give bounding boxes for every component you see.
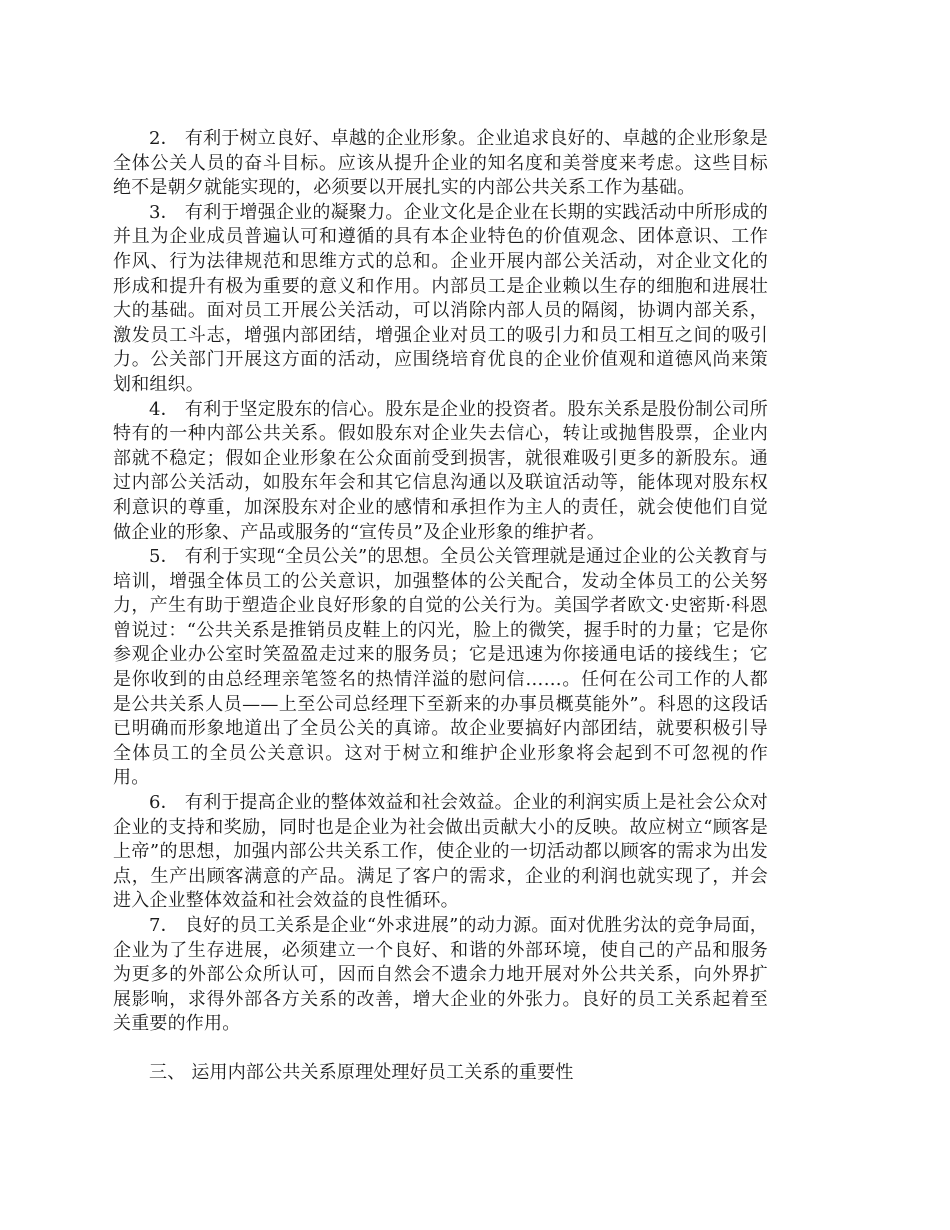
paragraph-2: 2． 有利于树立良好、卓越的企业形象。企业追求良好的、卓越的企业形象是全体公关人员的奋斗目标。应该从提升企业的知名度和美誉度来考虑。这些目标绝不是朝夕就能实现的，必须要以开展扎实的内部公共关系工作为基础。 — [113, 128, 768, 199]
section-spacer — [113, 1037, 768, 1061]
paragraph-5: 5． 有利于实现“全员公关”的思想。全员公关管理就是通过企业的公关教育与培训，增强全体员工的公关意识，加强整体的公关配合，发动全体员工的公关努力，产生有助于塑造企业良好形象的自觉的公关行为。美国学者欧文·史密斯·科恩曾说过：“公共关系是推销员皮鞋上的闪光，脸上的微笑，握手时的力量；它是你参观企业办公室时笑盈盈走过来的服务员；它是迅速为你接通电话的接线生；它是你收到的由总经理亲笔签名的热情洋溢的慰问信……。任何在公司工作的人都是公共关系人员——上至公司总经理下至新来的办事员概莫能外”。科恩的这段话已明确而形象地道出了全员公关的真谛。故企业要搞好内部团结，就要积极引导全体员工的全员公关意识。这对于树立和维护企业形象将会起到不可忽视的作用。 — [113, 546, 768, 789]
paragraph-4: 4． 有利于坚定股东的信心。股东是企业的投资者。股东关系是股份制公司所特有的一种内部公共关系。假如股东对企业失去信心，转让或抛售股票，企业内部就不稳定；假如企业形象在公众面前受到损害，就很难吸引更多的新股东。通过内部公关活动，如股东年会和其它信息沟通以及联谊活动等，能体现对股东权利意识的尊重，加深股东对企业的感情和承担作为主人的责任，就会使他们自觉做企业的形象、产品或服务的“宣传员”及企业形象的维护者。 — [113, 398, 768, 543]
document-body — [113, 127, 768, 1086]
section-heading: 三、 运用内部公共关系原理处理好员工关系的重要性 — [149, 1061, 574, 1083]
paragraph-6: 6． 有利于提高企业的整体效益和社会效益。企业的利润实质上是社会公众对企业的支持和奖励，同时也是企业为社会做出贡献大小的反映。故应树立“顾客是上帝”的思想，加强内部公共关系工作，使企业的一切活动都以顾客的需求为出发点，生产出顾客满意的产品。满足了客户的需求，企业的利润也就实现了，并会进入企业整体效益和社会效益的良性循环。 — [113, 792, 768, 912]
paragraph-7: 7． 良好的员工关系是企业“外求进展”的动力源。面对优胜劣汰的竞争局面，企业为了生存进展，必须建立一个良好、和谐的外部环境，使自己的产品和服务为更多的外部公众所认可，因而自然会不遗余力地开展对外公共关系，向外界扩展影响，求得外部各方关系的改善，增大企业的外张力。良好的员工关系起着至关重要的作用。 — [113, 915, 768, 1035]
paragraph-3: 3． 有利于增强企业的凝聚力。企业文化是企业在长期的实践活动中所形成的并且为企业成员普遍认可和遵循的具有本企业特色的价值观念、团体意识、工作作风、行为法律规范和思维方式的总和。企业开展内部公关活动，对企业文化的形成和提升有极为重要的意义和作用。内部员工是企业赖以生存的细胞和进展壮大的基础。面对员工开展公关活动，可以消除内部人员的隔阂，协调内部关系，激发员工斗志，增强内部团结，增强企业对员工的吸引力和员工相互之间的吸引力。公关部门开展这方面的活动，应围绕培育优良的企业价值观和道德风尚来策划和组织。 — [113, 201, 768, 395]
